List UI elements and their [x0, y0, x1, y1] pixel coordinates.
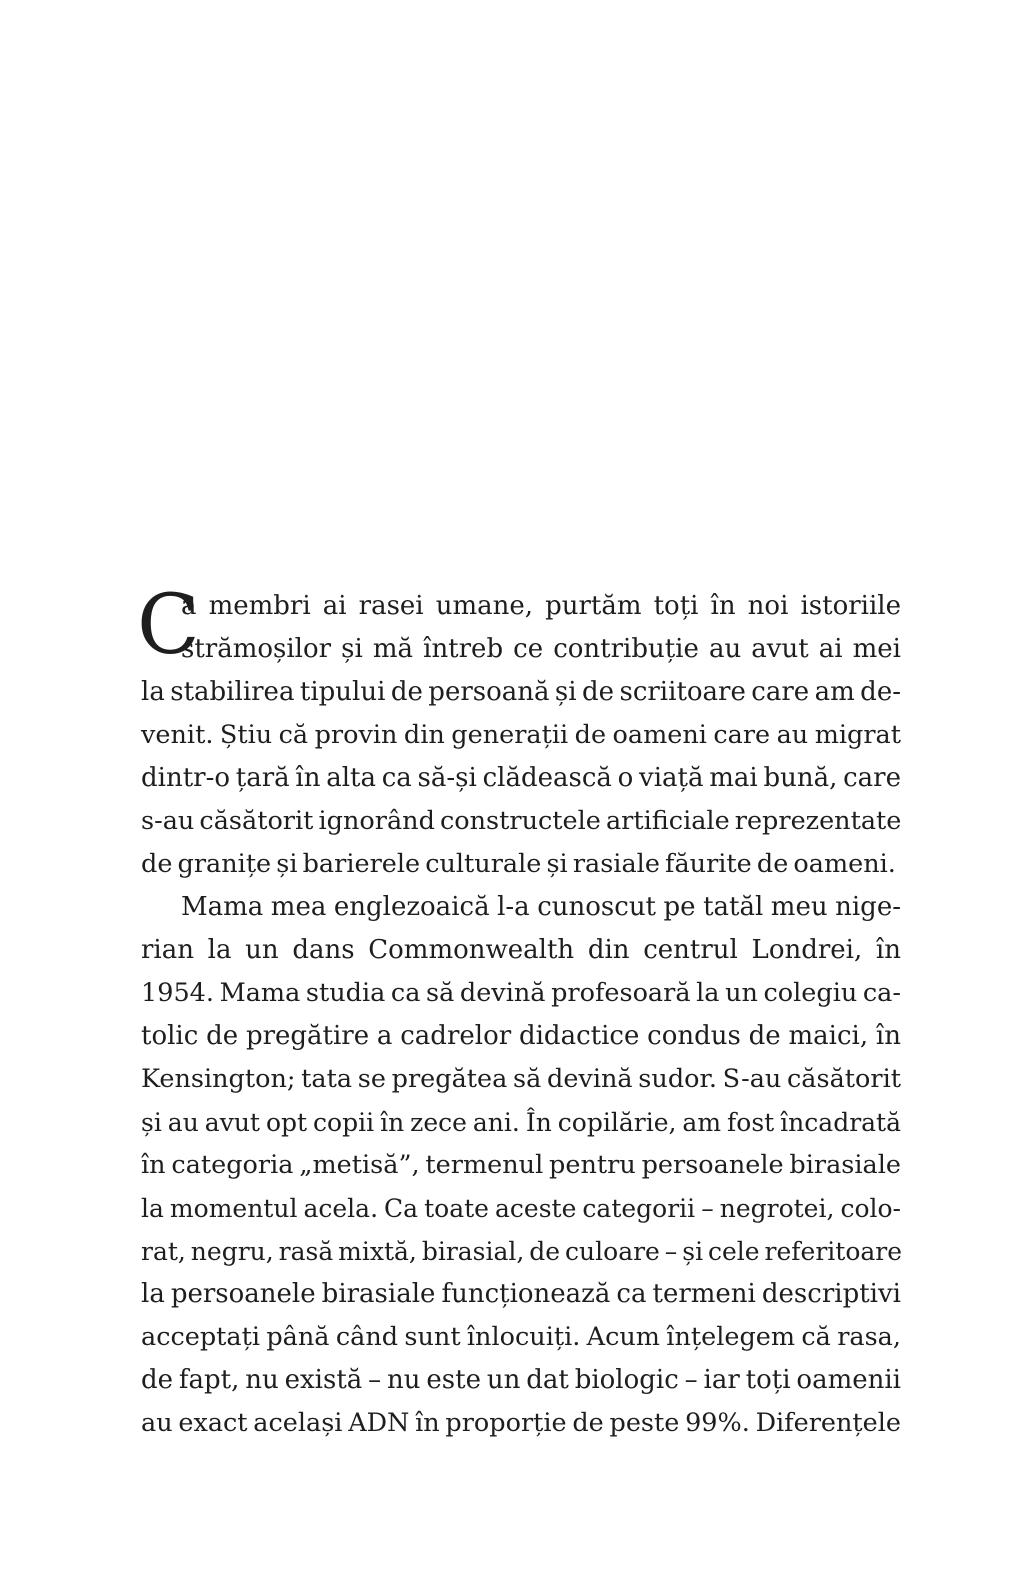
text-line: acceptați până când sunt înlocuiți. Acum înțelegem că rasa,	[141, 1322, 901, 1352]
text-line: Mama mea englezoaică l-a cunoscut pe tatăl meu nige-	[181, 892, 901, 922]
text-line: la momentul acela. Ca toate aceste categorii – negrotei, colo-	[141, 1194, 901, 1223]
paragraph-1	[137, 578, 902, 886]
text-line: venit. Știu că provin din generații de oameni care au migrat	[141, 720, 901, 750]
text-line: 1954. Mama studia ca să devină profesoară la un colegiu ca-	[141, 978, 901, 1008]
text-line: și au avut opt copii în zece ani. În copilărie, am fost încadrată	[141, 1108, 901, 1137]
text-line: C a membri ai rasei umane, purtăm toți în noi istoriile	[137, 578, 901, 673]
drop-cap-letter: C	[137, 578, 200, 673]
paragraph-2	[141, 886, 901, 1445]
text-line: Kensington; tata se pregătea să devină sudor. S-au căsătorit	[141, 1064, 901, 1094]
text-line: în categoria „metisă”, termenul pentru persoanele birasiale	[141, 1150, 901, 1180]
text-line: dintr-o țară în alta ca să-și clădească o viață mai bună, care	[141, 763, 901, 793]
text-line: la persoanele birasiale funcționează ca termeni descriptivi	[141, 1279, 901, 1309]
text-line: tolic de pregătire a cadrelor didactice condus de maici, în	[141, 1021, 901, 1051]
text-line: s-au căsătorit ignorând constructele artificiale reprezentate	[141, 806, 902, 836]
text-line: de fapt, nu există – nu este un dat biologic – iar toți oamenii	[141, 1365, 901, 1395]
text-line: la stabilirea tipului de persoană și de scriitoare care am de-	[141, 677, 901, 707]
text-line: rat, negru, rasă mixtă, birasial, de culoare – și cele referitoare	[141, 1237, 903, 1266]
text-line: rian la un dans Commonwealth din centrul Londrei, în	[141, 935, 901, 965]
body-text	[137, 578, 903, 1445]
text-line: strămoșilor și mă întreb ce contribuție au avut ai mei	[181, 634, 901, 664]
text-line: de granițe și barierele culturale și rasiale făurite de oameni.	[141, 849, 896, 879]
text-line: au exact același ADN în proporție de peste 99%. Diferențele	[141, 1408, 901, 1438]
